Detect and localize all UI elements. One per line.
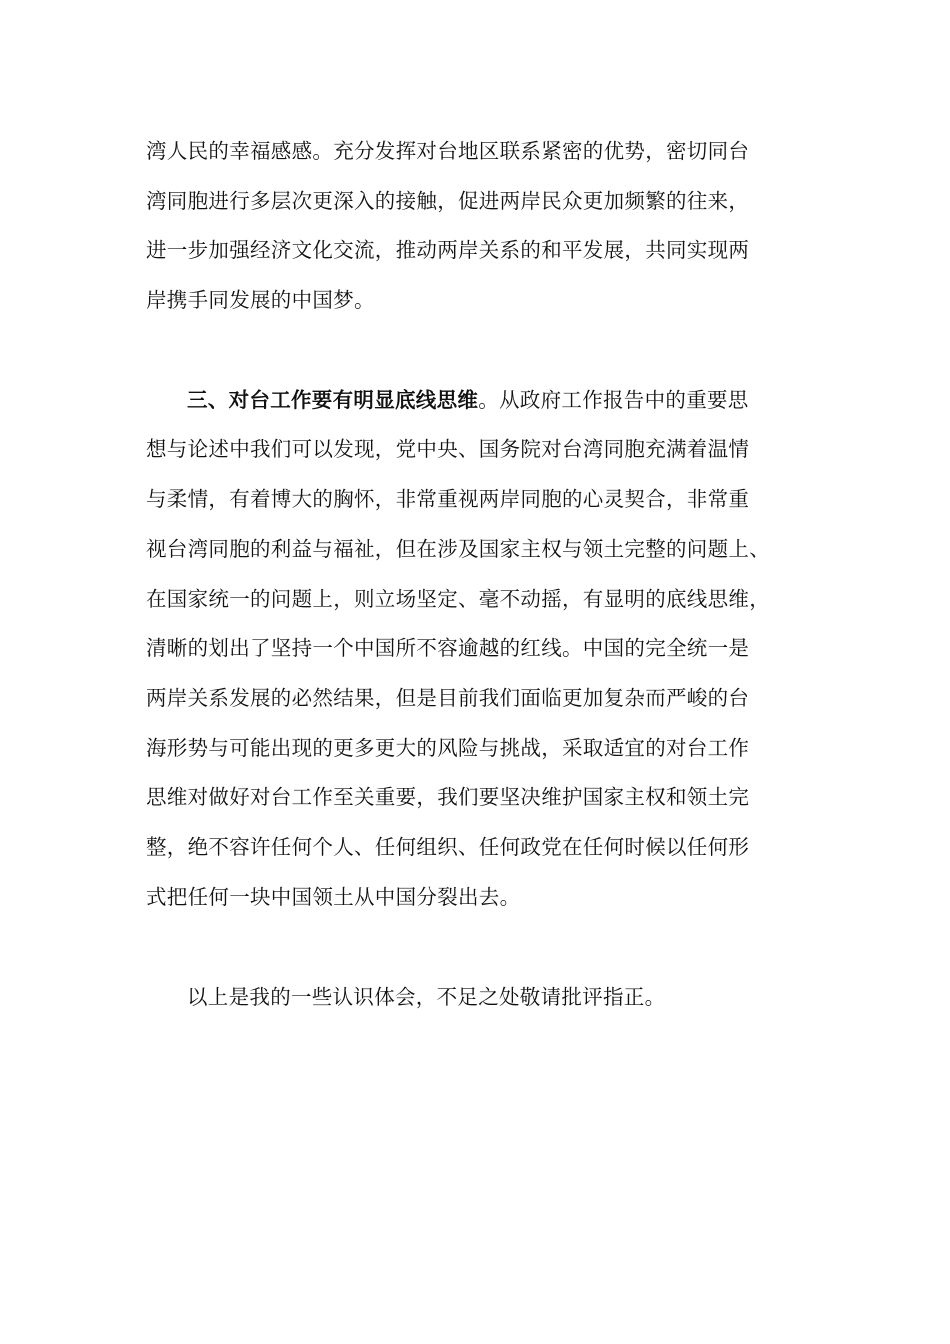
paragraph-1-line-4: 岸携手同发展的中国梦。 bbox=[146, 288, 375, 312]
paragraph-2-line-3: 与柔情，有着博大的胸怀，非常重视两岸同胞的心灵契合，非常重 bbox=[146, 487, 750, 511]
paragraph-1-line-1: 湾人民的幸福感感。充分发挥对台地区联系紧密的优势，密切同台 bbox=[146, 139, 750, 163]
paragraph-2-line-8: 海形势与可能出现的更多更大的风险与挑战，采取适宜的对台工作 bbox=[146, 736, 750, 760]
paragraph-2-line-9: 思维对做好对台工作至关重要，我们要坚决维护国家主权和领土完 bbox=[146, 785, 750, 809]
section-heading: 三、对台工作要有明显底线思维 bbox=[187, 388, 479, 412]
paragraph-2-line-4: 视台湾同胞的利益与福祉，但在涉及国家主权与领土完整的问题上、 bbox=[146, 537, 770, 561]
paragraph-2-line-6: 清晰的划出了坚持一个中国所不容逾越的红线。中国的完全统一是 bbox=[146, 636, 750, 660]
paragraph-1-line-3: 进一步加强经济文化交流，推动两岸关系的和平发展，共同实现两 bbox=[146, 238, 750, 262]
paragraph-1-line-2: 湾同胞进行多层次更深入的接触，促进两岸民众更加频繁的往来， bbox=[146, 189, 750, 213]
closing-remark: 以上是我的一些认识体会，不足之处敬请批评指正。 bbox=[187, 985, 666, 1009]
paragraph-2-line-11: 式把任何一块中国领土从中国分裂出去。 bbox=[146, 885, 521, 909]
paragraph-2-line-10: 整，绝不容许任何个人、任何组织、任何政党在任何时候以任何形 bbox=[146, 835, 750, 859]
paragraph-2-first-line-rest: 。从政府工作报告中的重要思 bbox=[478, 388, 749, 412]
paragraph-2-first-line bbox=[187, 383, 749, 417]
paragraph-2-line-2: 想与论述中我们可以发现，党中央、国务院对台湾同胞充满着温情 bbox=[146, 437, 750, 461]
paragraph-2-line-7: 两岸关系发展的必然结果，但是目前我们面临更加复杂而严峻的台 bbox=[146, 686, 750, 710]
paragraph-2-line-5: 在国家统一的问题上，则立场坚定、毫不动摇，有显明的底线思维， bbox=[146, 587, 770, 611]
